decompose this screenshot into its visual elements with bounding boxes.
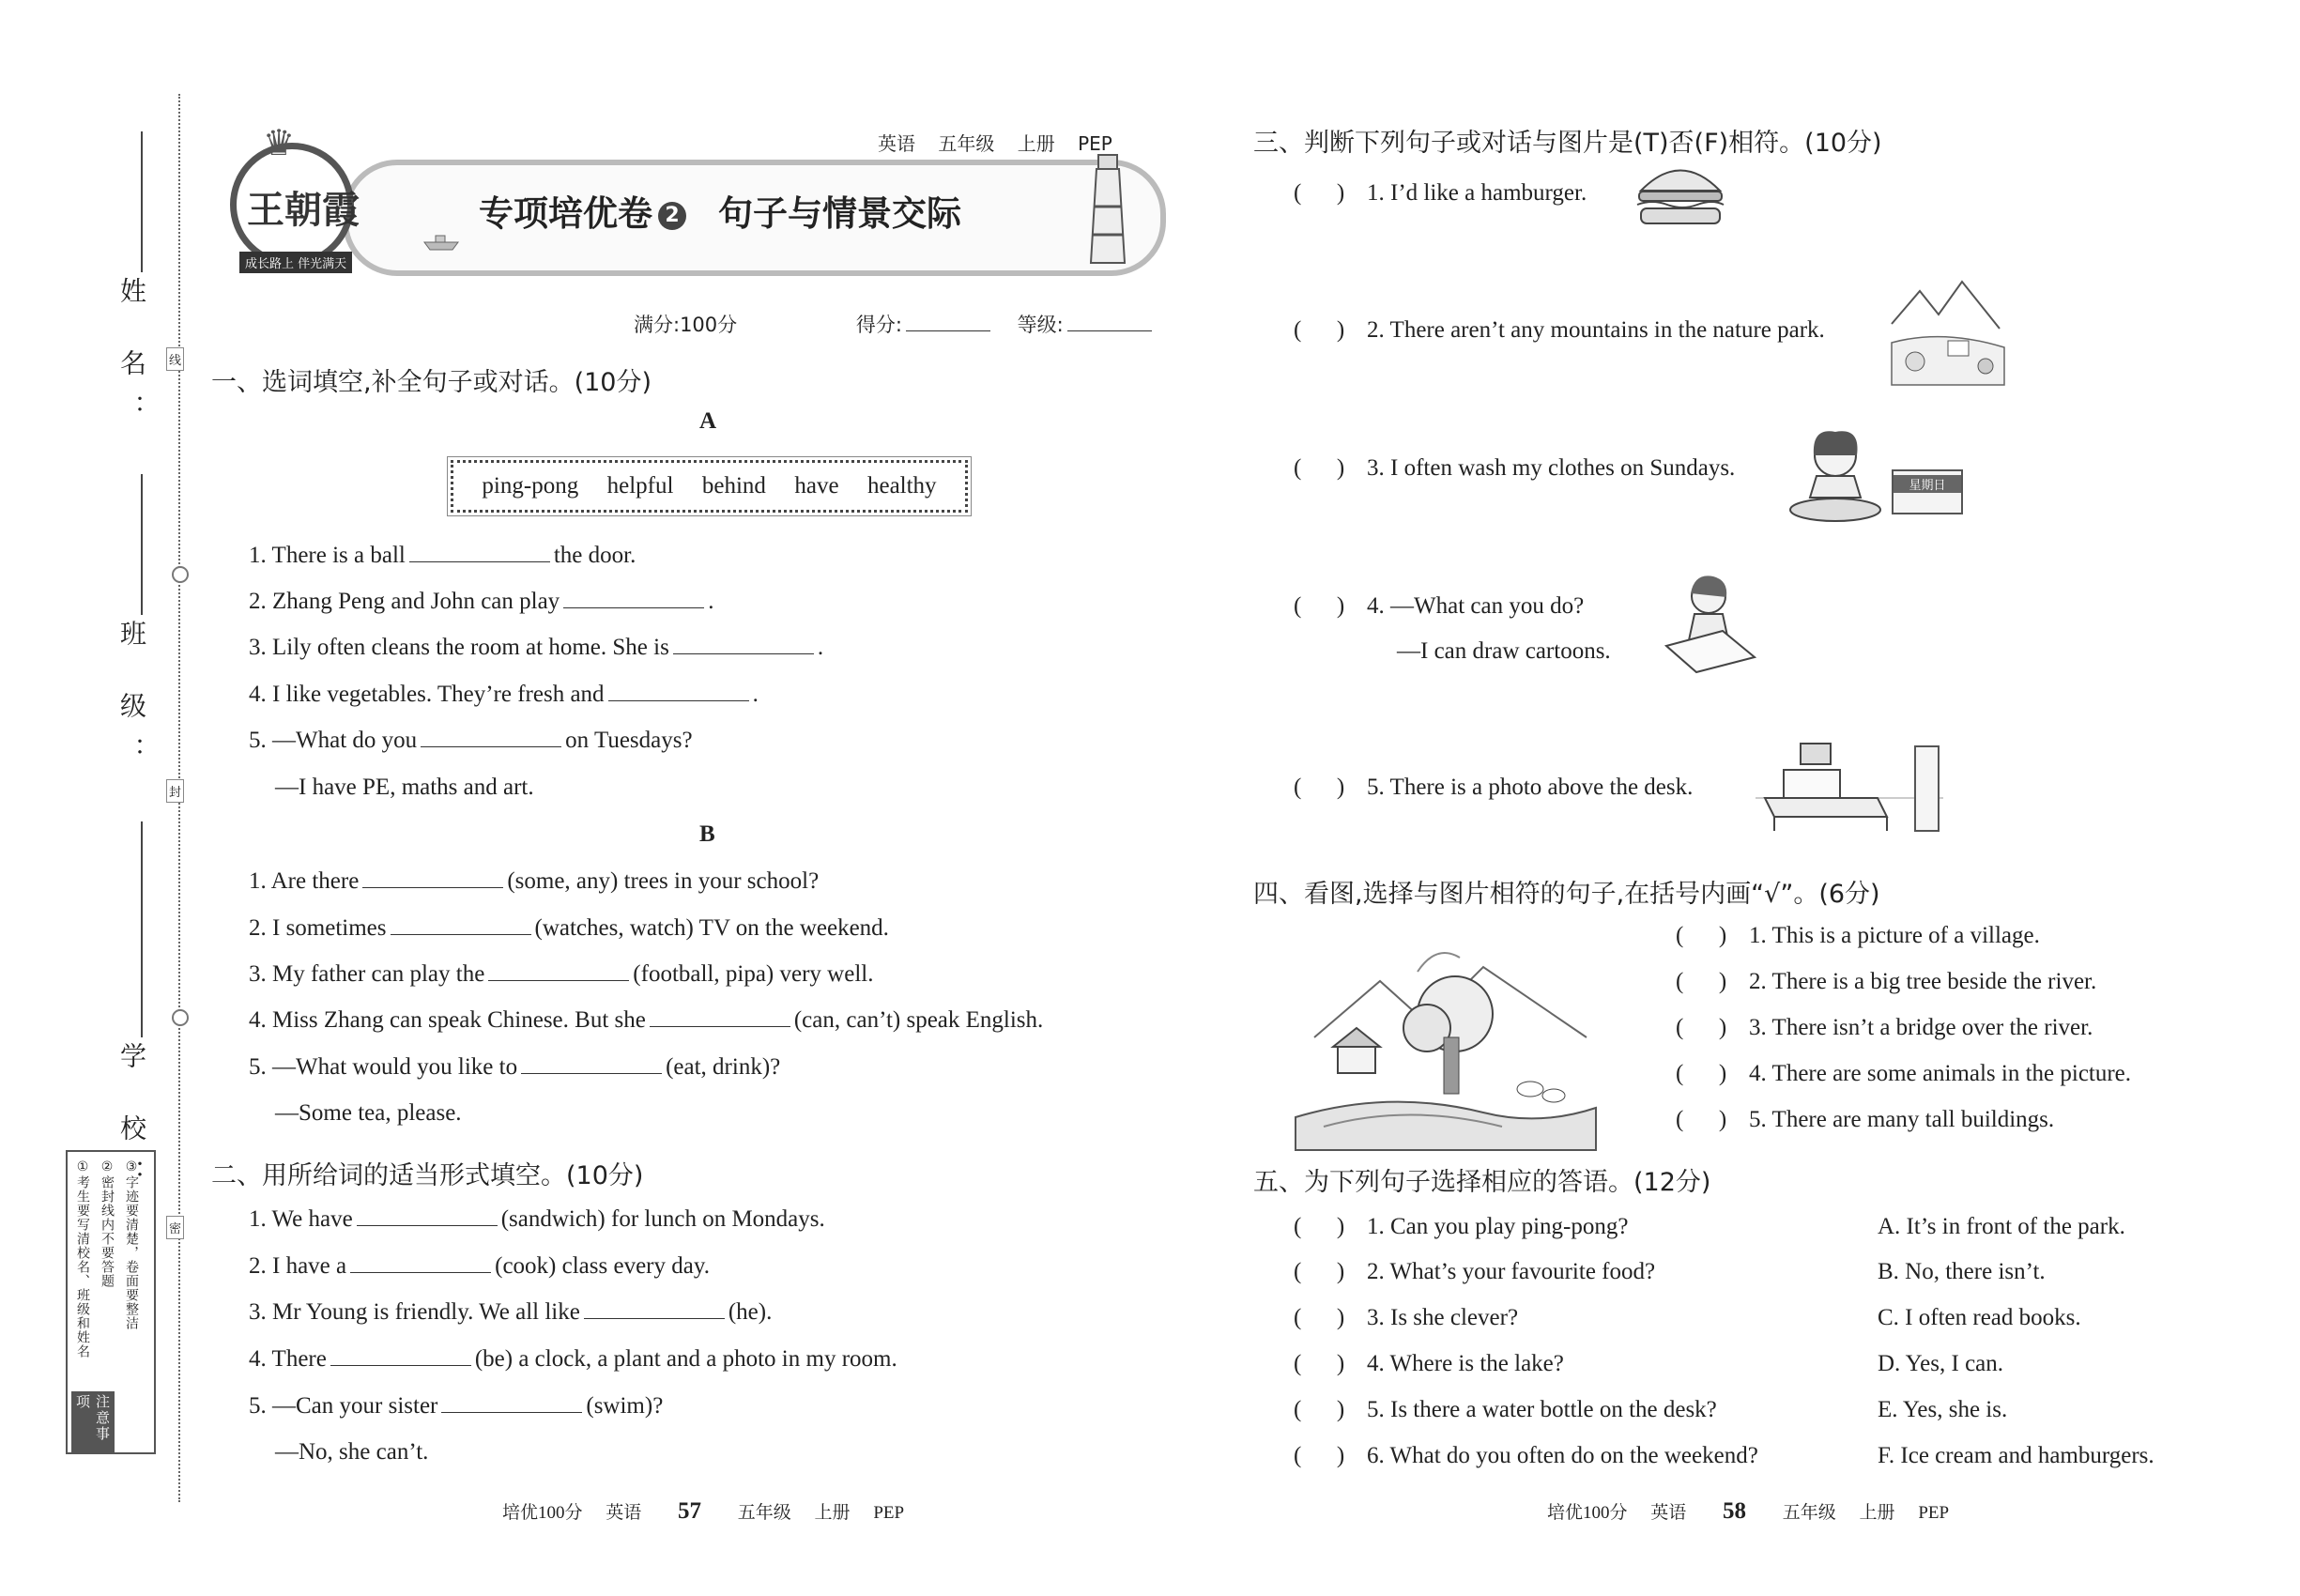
q-text: (swim)? xyxy=(586,1393,664,1419)
answer-paren[interactable]: ( ) xyxy=(1676,1015,1727,1040)
q-text: (cook) class every day. xyxy=(495,1253,710,1279)
q-text: 4. There xyxy=(249,1346,327,1372)
q-text: 1. I’d like a hamburger. xyxy=(1367,180,1587,206)
judge-item-2 xyxy=(1294,317,1825,344)
calendar-text: 星期日 xyxy=(1894,475,1961,493)
q-text: (can, can’t) speak English. xyxy=(793,1007,1044,1033)
question-2-1 xyxy=(249,1206,825,1233)
page-number: 57 xyxy=(678,1498,702,1524)
q-text: (eat, drink)? xyxy=(666,1054,781,1080)
answer-paren[interactable]: ( ) xyxy=(1294,1305,1345,1330)
grade-field[interactable] xyxy=(1067,312,1152,331)
q-text: 2. Zhang Peng and John can play xyxy=(249,589,560,614)
nature-park-icon xyxy=(1887,277,2009,390)
judge-item-1 xyxy=(1294,180,1587,207)
question-2-5-reply: —No, she can’t. xyxy=(275,1439,429,1465)
answer-blank[interactable] xyxy=(521,1054,662,1074)
question-b4 xyxy=(249,1007,1043,1034)
footer-right xyxy=(1547,1498,1949,1525)
score-field[interactable] xyxy=(906,312,990,331)
answer-paren[interactable]: ( ) xyxy=(1294,775,1345,800)
footer-grade: 五年级 xyxy=(737,1503,791,1523)
q-text: 4. Miss Zhang can speak Chinese. But she xyxy=(249,1007,646,1033)
part-a-label: A xyxy=(699,408,717,434)
binding-margin xyxy=(56,94,188,1512)
crown-icon: ♛ xyxy=(263,124,296,163)
footer-edition: PEP xyxy=(873,1503,905,1523)
match-answer-f: F. Ice cream and hamburgers. xyxy=(1878,1443,2154,1468)
q-text: 6. What do you often do on the weekend? xyxy=(1367,1443,1758,1468)
q-text: 4. —What can you do? xyxy=(1367,593,1585,619)
part-b-label: B xyxy=(699,821,715,847)
answer-paren[interactable]: ( ) xyxy=(1294,455,1345,481)
answer-paren[interactable]: ( ) xyxy=(1294,1443,1345,1468)
footer-term: 上册 xyxy=(814,1503,851,1523)
meta-edition: PEP xyxy=(1078,132,1112,155)
q-text: 5. There is a photo above the desk. xyxy=(1367,775,1694,800)
answer-blank[interactable] xyxy=(584,1299,725,1319)
title-topic: 句子与情景交际 xyxy=(718,193,961,234)
question-2-3 xyxy=(249,1299,772,1326)
q-text: 1. Are there xyxy=(249,868,360,894)
notes-title: 注意事项 xyxy=(71,1391,115,1452)
q-text: (football, pipa) very well. xyxy=(633,961,874,987)
q-text: 1. We have xyxy=(249,1206,353,1232)
answer-paren[interactable]: ( ) xyxy=(1294,180,1345,206)
q-text: 4. Where is the lake? xyxy=(1367,1351,1564,1376)
q-text: 2. There is a big tree beside the river. xyxy=(1749,969,2097,994)
tick-item-2 xyxy=(1676,969,2096,995)
answer-blank[interactable] xyxy=(330,1346,471,1366)
q-text: 5. —What would you like to xyxy=(249,1054,518,1080)
circle-icon xyxy=(172,1009,189,1026)
q-text: 3. Lily often cleans the room at home. She is xyxy=(249,635,669,660)
section4-heading: 四、看图,选择与图片相符的句子,在括号内画“√”。(6分) xyxy=(1253,880,1880,909)
q-text: 3. My father can play the xyxy=(249,961,485,987)
answer-blank[interactable] xyxy=(391,915,531,935)
question-a5 xyxy=(249,728,693,754)
word-bank xyxy=(451,460,968,513)
cut-mark-secret: 密 xyxy=(166,1216,184,1239)
class-underline xyxy=(141,474,143,615)
q-text: 2. I have a xyxy=(249,1253,347,1279)
footer-left xyxy=(502,1498,904,1525)
match-answer-d: D. Yes, I can. xyxy=(1878,1351,2004,1376)
answer-blank[interactable] xyxy=(650,1007,790,1027)
question-b2 xyxy=(249,915,889,942)
washing-girl-icon xyxy=(1784,427,1887,526)
answer-paren[interactable]: ( ) xyxy=(1676,1061,1727,1086)
question-a5-reply: —I have PE, maths and art. xyxy=(275,775,534,800)
q-text: (be) a clock, a plant and a photo in my room. xyxy=(474,1346,897,1372)
judge-item-3 xyxy=(1294,455,1735,482)
answer-paren[interactable]: ( ) xyxy=(1676,969,1727,994)
answer-paren[interactable]: ( ) xyxy=(1294,1214,1345,1239)
match-answer-e: E. Yes, she is. xyxy=(1878,1397,2008,1422)
full-score: 满分:100分 xyxy=(634,314,738,336)
word-bank-item: healthy xyxy=(866,473,937,499)
answer-paren[interactable]: ( ) xyxy=(1294,1397,1345,1422)
word-bank-item: have xyxy=(794,473,839,499)
footer-subject: 英语 xyxy=(1650,1503,1687,1523)
q-text: . xyxy=(817,635,824,660)
question-a4 xyxy=(249,682,759,708)
calendar-icon xyxy=(1892,469,1963,514)
answer-blank[interactable] xyxy=(350,1253,491,1273)
word-bank-item: ping-pong xyxy=(482,473,579,499)
q-text: 4. There are some animals in the picture. xyxy=(1749,1061,2132,1086)
question-a3 xyxy=(249,635,823,661)
q-text: 2. There aren’t any mountains in the nature park. xyxy=(1367,317,1825,343)
page-number: 58 xyxy=(1723,1498,1747,1524)
tick-item-3 xyxy=(1676,1015,2093,1041)
bedroom-icon xyxy=(1756,742,1943,836)
match-answer-c: C. I often read books. xyxy=(1878,1305,2081,1330)
page-title xyxy=(479,185,961,236)
answer-blank[interactable] xyxy=(488,961,629,981)
logo-text: 王朝霞 xyxy=(247,188,360,232)
class-label: 班 级： xyxy=(116,620,147,782)
q-text: 3. Mr Young is friendly. We all like xyxy=(249,1299,580,1325)
match-answer-a: A. It’s in front of the park. xyxy=(1878,1214,2125,1239)
notes-box xyxy=(66,1150,156,1454)
question-a1 xyxy=(249,543,636,569)
answer-blank[interactable] xyxy=(608,682,749,701)
title-prefix: 专项培优卷 xyxy=(479,193,652,234)
q-text: 4. I like vegetables. They’re fresh and xyxy=(249,682,605,707)
q-text: 1. There is a ball xyxy=(249,543,406,568)
q-text: 5. Is there a water bottle on the desk? xyxy=(1367,1397,1717,1422)
answer-paren[interactable]: ( ) xyxy=(1294,1259,1345,1284)
grade-label: 等级: xyxy=(1017,314,1064,336)
ship-icon xyxy=(422,233,460,252)
section1-heading: 一、选词填空,补全句子或对话。(10分) xyxy=(211,368,652,397)
answer-blank[interactable] xyxy=(409,543,550,562)
tick-item-5 xyxy=(1676,1107,2054,1133)
meta-grade: 五年级 xyxy=(938,132,995,155)
school-label: 学 校： xyxy=(116,1042,147,1205)
section5-heading: 五、为下列句子选择相应的答语。(12分) xyxy=(1253,1168,1711,1197)
cut-mark-line: 线 xyxy=(166,347,184,371)
footer-term: 上册 xyxy=(1859,1503,1895,1523)
match-question-1 xyxy=(1294,1214,1628,1240)
answer-paren[interactable]: ( ) xyxy=(1676,1107,1727,1132)
q-text: 3. Is she clever? xyxy=(1367,1305,1519,1330)
answer-paren[interactable]: ( ) xyxy=(1294,1351,1345,1376)
note-item: ①考生要写清校名、班级和姓名 xyxy=(75,1159,90,1358)
answer-blank[interactable] xyxy=(362,868,503,888)
footer-grade: 五年级 xyxy=(1782,1503,1836,1523)
question-2-5 xyxy=(249,1393,663,1420)
note-item: ③字迹要清楚，卷面要整洁 xyxy=(124,1159,139,1330)
match-answer-b: B. No, there isn’t. xyxy=(1878,1259,2046,1284)
q-text: 1. Can you play ping-pong? xyxy=(1367,1214,1629,1239)
match-question-3 xyxy=(1294,1305,1518,1331)
meta-subject: 英语 xyxy=(878,132,915,155)
match-question-4 xyxy=(1294,1351,1564,1377)
note-item: ②密封线内不要答题 xyxy=(100,1159,115,1288)
score-bar xyxy=(634,310,1156,338)
hamburger-icon xyxy=(1633,158,1727,233)
answer-paren[interactable]: ( ) xyxy=(1294,317,1345,343)
q-text: 2. What’s your favourite food? xyxy=(1367,1259,1656,1284)
score-label: 得分: xyxy=(855,314,902,336)
footer-series: 培优100分 xyxy=(502,1503,583,1523)
q-text: 2. I sometimes xyxy=(249,915,387,941)
question-b3 xyxy=(249,961,873,988)
footer-series: 培优100分 xyxy=(1547,1503,1628,1523)
section2-heading: 二、用所给词的适当形式填空。(10分) xyxy=(211,1161,644,1190)
q-text: . xyxy=(752,682,759,707)
answer-blank[interactable] xyxy=(441,1393,582,1413)
name-label: 姓 名： xyxy=(116,277,147,439)
q-text: (he). xyxy=(728,1299,773,1325)
word-bank-item: behind xyxy=(701,473,766,499)
q-text: (sandwich) for lunch on Mondays. xyxy=(500,1206,825,1232)
match-question-6 xyxy=(1294,1443,1758,1469)
meta-term: 上册 xyxy=(1017,132,1055,155)
answer-blank[interactable] xyxy=(421,728,561,747)
lighthouse-icon xyxy=(1080,150,1136,272)
word-bank-item: helpful xyxy=(606,473,674,499)
section3-heading: 三、判断下列句子或对话与图片是(T)否(F)相符。(10分) xyxy=(1253,129,1882,158)
tick-item-1 xyxy=(1676,923,2040,949)
footer-subject: 英语 xyxy=(606,1503,642,1523)
answer-blank[interactable] xyxy=(673,635,814,654)
drawing-girl-icon xyxy=(1657,573,1760,676)
q-text: the door. xyxy=(553,543,636,568)
q-text: 5. There are many tall buildings. xyxy=(1749,1107,2055,1132)
village-scene-image xyxy=(1296,934,1596,1150)
match-question-2 xyxy=(1294,1259,1655,1285)
answer-paren[interactable]: ( ) xyxy=(1294,593,1345,619)
q-text: 3. There isn’t a bridge over the river. xyxy=(1749,1015,2093,1040)
school-underline xyxy=(141,821,143,1037)
q-text: 5. —What do you xyxy=(249,728,418,753)
judge-item-4-reply: —I can draw cartoons. xyxy=(1397,638,1611,664)
match-question-5 xyxy=(1294,1397,1717,1423)
question-b5-reply: —Some tea, please. xyxy=(275,1100,462,1126)
q-text: (some, any) trees in your school? xyxy=(507,868,820,894)
cut-mark-seal: 封 xyxy=(166,779,184,803)
circle-icon xyxy=(172,566,189,583)
header-meta xyxy=(878,129,1112,156)
question-b5 xyxy=(249,1054,780,1081)
logo-slogan: 成长路上 伴光满天 xyxy=(239,252,352,273)
question-2-4 xyxy=(249,1346,897,1373)
q-text: on Tuesdays? xyxy=(565,728,693,753)
footer-edition: PEP xyxy=(1918,1503,1950,1523)
q-text: . xyxy=(708,589,714,614)
answer-blank[interactable] xyxy=(563,589,704,608)
question-b1 xyxy=(249,868,819,895)
q-text: (watches, watch) TV on the weekend. xyxy=(534,915,889,941)
q-text: 3. I often wash my clothes on Sundays. xyxy=(1367,455,1736,481)
tick-item-4 xyxy=(1676,1061,2131,1087)
question-a2 xyxy=(249,589,713,615)
question-2-2 xyxy=(249,1253,710,1280)
judge-item-4 xyxy=(1294,593,1584,620)
title-number: 2 xyxy=(658,202,686,230)
name-underline xyxy=(141,131,143,272)
q-text: 5. —Can your sister xyxy=(249,1393,438,1419)
q-text: 1. This is a picture of a village. xyxy=(1749,923,2040,948)
header-banner xyxy=(211,124,1169,272)
answer-paren[interactable]: ( ) xyxy=(1676,923,1727,948)
judge-item-5 xyxy=(1294,775,1693,801)
answer-blank[interactable] xyxy=(357,1206,498,1226)
